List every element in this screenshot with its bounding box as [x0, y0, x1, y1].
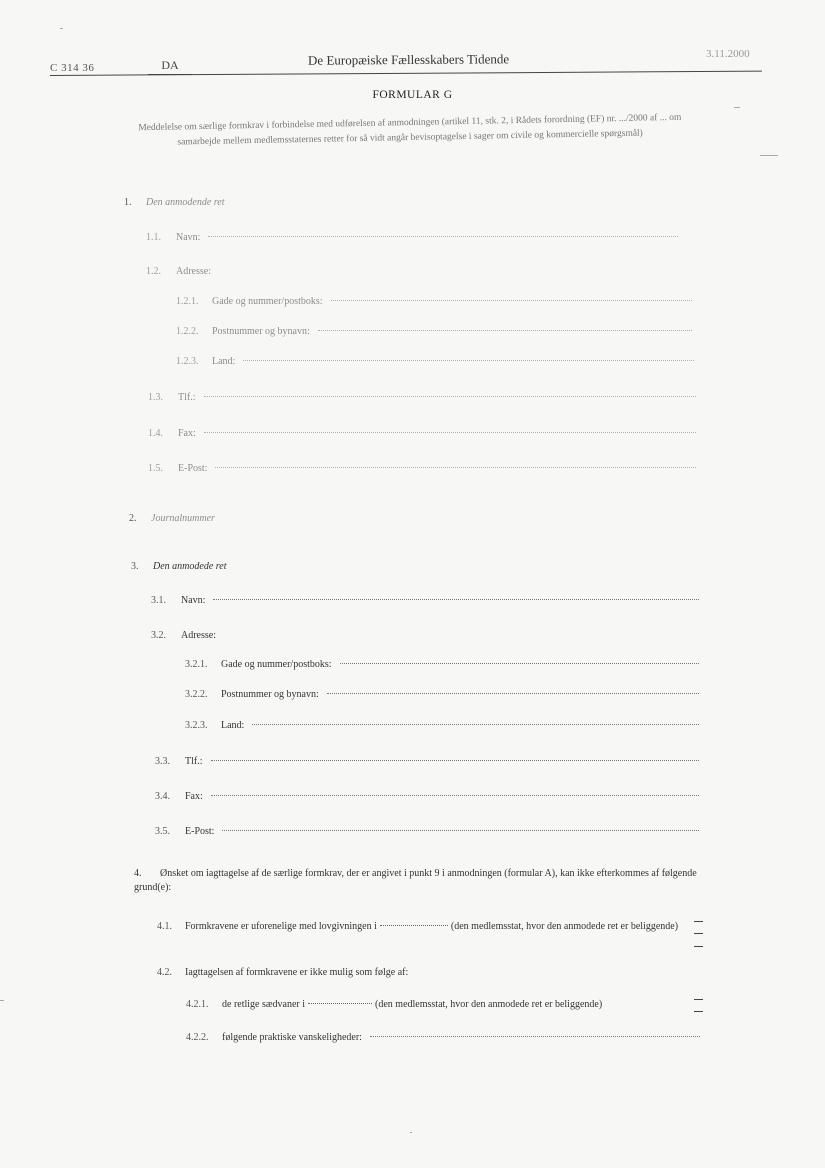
section-4-text: [134, 867, 704, 895]
item-4-1: [157, 920, 687, 934]
fill-in-line[interactable]: [215, 467, 696, 468]
field-1-2-3[interactable]: [176, 356, 694, 367]
field-3-5[interactable]: [155, 826, 699, 837]
fill-in-line[interactable]: [308, 1003, 372, 1004]
field-number: 1.2.3.: [176, 356, 199, 367]
field-number: 1.2.2.: [176, 326, 199, 337]
field-number: 3.2.1.: [185, 659, 208, 670]
fill-in-line[interactable]: [340, 663, 699, 664]
section-title: Den anmodede ret: [153, 561, 227, 572]
item-4-2: [157, 966, 408, 980]
field-number: 4.2.2.: [186, 1032, 209, 1043]
form-title: FORMULAR G: [372, 89, 453, 101]
checkbox-4-1-lower: [694, 935, 703, 947]
field-number: 1.3.: [148, 392, 163, 403]
fill-in-line[interactable]: [370, 1036, 700, 1037]
fill-in-line[interactable]: [380, 925, 448, 926]
field-3-3[interactable]: [155, 756, 699, 767]
field-label: Adresse:: [181, 630, 216, 641]
field-number: 1.5.: [148, 463, 163, 474]
scan-mark: [60, 28, 63, 29]
fill-in-line[interactable]: [204, 396, 697, 397]
field-label: Navn:: [176, 232, 201, 243]
field-number: 3.2.: [151, 630, 166, 641]
scan-mark: [760, 155, 778, 156]
field-label: Gade og nummer/postboks:: [212, 296, 323, 307]
field-1-2-1[interactable]: [176, 296, 692, 307]
scan-mark: [410, 1132, 412, 1133]
section-2-heading: [129, 513, 219, 524]
section-4-body: Ønsket om iagttagelse af de særlige formkrav, der er angivet i punkt 9 i anmodningen (formular A), kan ikke efterkommes af følgende grund(e):: [134, 868, 697, 893]
field-1-5[interactable]: [148, 463, 696, 474]
fill-in-line[interactable]: [243, 360, 694, 361]
field-label: Postnummer og bynavn:: [212, 326, 310, 337]
item-4-2-1: [186, 998, 686, 1012]
checkbox-4-1[interactable]: [694, 921, 703, 934]
section-title: Journalnummer: [151, 513, 215, 524]
field-label: følgende praktiske vanskeligheder:: [222, 1032, 362, 1043]
field-number: 4.2.: [157, 967, 172, 978]
page-reference: C 314 36: [50, 62, 95, 74]
fill-in-line[interactable]: [327, 693, 699, 694]
fill-in-line[interactable]: [252, 724, 699, 725]
field-number: 3.2.3.: [185, 720, 208, 731]
scan-mark: [734, 107, 740, 108]
field-label: Postnummer og bynavn:: [221, 689, 319, 700]
publication-date: 3.11.2000: [706, 48, 750, 60]
item-text: Iagttagelsen af formkravene er ikke mulig som følge af:: [185, 967, 409, 978]
field-1-1[interactable]: [146, 232, 678, 243]
field-1-2-2[interactable]: [176, 326, 692, 337]
checkbox-4-2-1[interactable]: [694, 999, 703, 1012]
fill-in-line[interactable]: [213, 599, 699, 600]
field-number: 3.2.2.: [185, 689, 208, 700]
field-number: 3.4.: [155, 791, 170, 802]
field-1-4[interactable]: [148, 428, 696, 439]
fill-in-line[interactable]: [208, 236, 678, 237]
fill-in-line[interactable]: [211, 795, 699, 796]
field-number: 3.5.: [155, 826, 170, 837]
fill-in-line[interactable]: [331, 300, 692, 301]
field-number: 3.3.: [155, 756, 170, 767]
field-3-2: [151, 630, 220, 641]
intro-text: Meddelelse om særlige formkrav i forbindelse med udførelsen af anmodningen (artikel 11, stk. 2, i Rådets forordning (EF) nr. .../2000 af ... om samarbejde mellem medlemsstaternes retter for så vidt angår bevisoptagelse i sager om civile og kommercielle spørgsmål): [138, 112, 682, 148]
field-label: E-Post:: [178, 463, 208, 474]
field-3-4[interactable]: [155, 791, 699, 802]
item-text: Formkravene er uforenelige med lovgivningen i: [185, 921, 377, 932]
scan-mark: [0, 1000, 4, 1001]
item-text-continued: (den medlemsstat, hvor den anmodede ret er beliggende): [450, 921, 679, 932]
field-3-1[interactable]: [151, 595, 699, 606]
field-1-3[interactable]: [148, 392, 696, 403]
field-3-2-2[interactable]: [185, 689, 699, 700]
field-label: Land:: [221, 720, 245, 731]
section-number: 3.: [131, 561, 139, 572]
item-text-continued: (den medlemsstat, hvor den anmodede ret er beliggende): [375, 999, 603, 1010]
section-1-heading: [124, 197, 229, 208]
field-number: 3.1.: [151, 595, 166, 606]
field-1-2: [146, 266, 215, 277]
field-label: Fax:: [185, 791, 203, 802]
section-number: 1.: [124, 197, 132, 208]
section-3-heading: [131, 561, 231, 572]
field-number: 1.2.1.: [176, 296, 199, 307]
fill-in-line[interactable]: [204, 432, 696, 433]
fill-in-line[interactable]: [211, 760, 700, 761]
field-label: Tlf.:: [178, 392, 196, 403]
field-3-2-1[interactable]: [185, 659, 699, 670]
field-label: Land:: [212, 356, 236, 367]
field-label: E-Post:: [185, 826, 215, 837]
field-label: Fax:: [178, 428, 196, 439]
section-title: Den anmodende ret: [146, 197, 225, 208]
field-label: Navn:: [181, 595, 206, 606]
field-number: 4.1.: [157, 921, 172, 932]
journal-title: De Europæiske Fællesskabers Tidende: [307, 51, 510, 68]
section-number: 4.: [134, 868, 142, 879]
field-label: Adresse:: [176, 266, 211, 277]
field-label: Gade og nummer/postboks:: [221, 659, 332, 670]
field-number: 1.2.: [146, 266, 161, 277]
field-3-2-3[interactable]: [185, 720, 699, 731]
fill-in-line[interactable]: [222, 830, 699, 831]
field-number: 4.2.1.: [186, 999, 209, 1010]
item-4-2-2[interactable]: [186, 1032, 700, 1043]
section-number: 2.: [129, 513, 137, 524]
item-text: de retlige sædvaner i: [222, 999, 306, 1010]
field-number: 1.4.: [148, 428, 163, 439]
field-number: 1.1.: [146, 232, 161, 243]
language-code: DA: [148, 58, 192, 75]
fill-in-line[interactable]: [318, 330, 692, 331]
field-label: Tlf.:: [185, 756, 203, 767]
